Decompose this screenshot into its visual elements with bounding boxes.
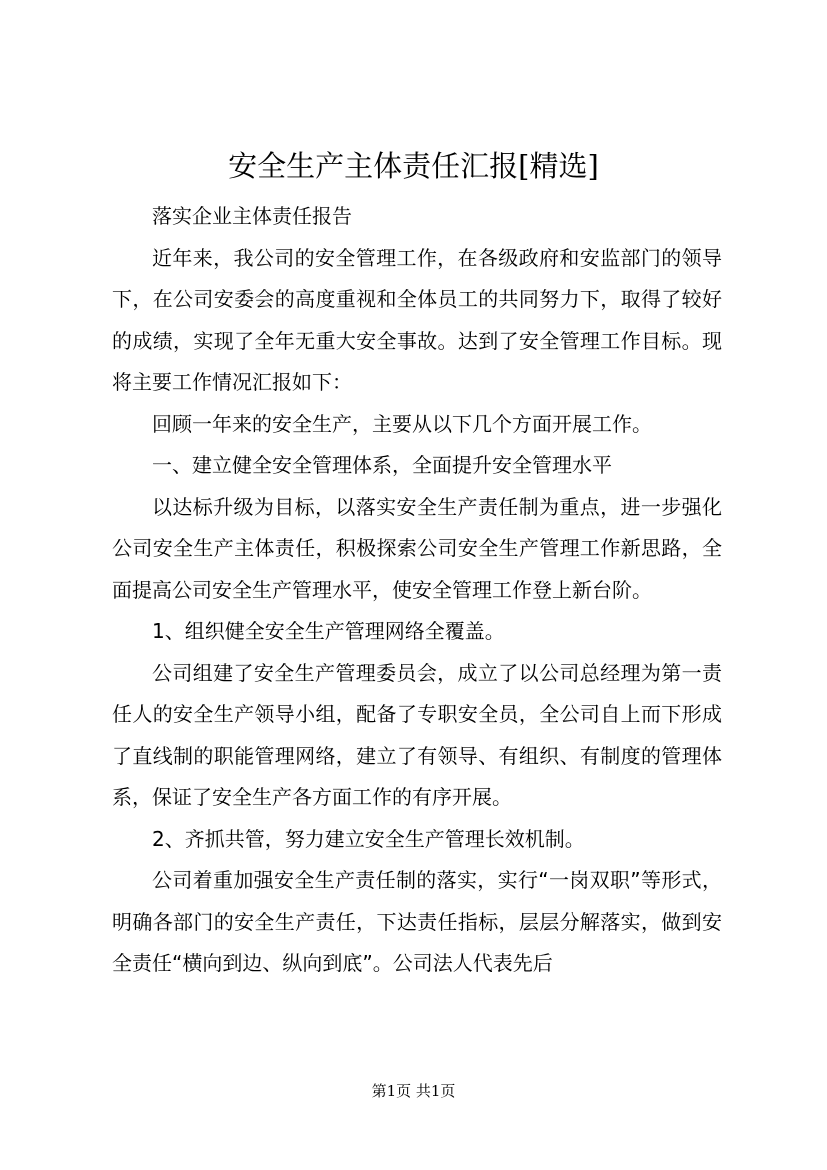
paragraph-section-1: 以达标升级为目标，以落实安全生产责任制为重点，进一步强化公司安全生产主体责任，积极探索公司安全生产管理工作新思路，全面提高公司安全生产管理水平，使安全管理工作登上新台阶。 [112, 494, 722, 602]
document-body [112, 196, 722, 985]
paragraph-subsection-1: 公司组建了安全生产管理委员会，成立了以公司总经理为第一责任人的安全生产领导小组，配备了专职安全员，全公司自上而下形成了直线制的职能管理网络，建立了有领导、有组织、有制度的管理体系，保证了安全生产各方面工作的有序开展。 [112, 660, 722, 809]
document-title: 安全生产主体责任汇报[精选] [228, 149, 599, 183]
paragraph-report-heading: 落实企业主体责任报告 [152, 204, 352, 228]
section-heading-1: 一、建立健全安全管理体系，全面提升安全管理水平 [152, 453, 612, 477]
paragraph-intro: 近年来，我公司的安全管理工作，在各级政府和安监部门的领导下，在公司安委会的高度重视和全体员工的共同努力下，取得了较好的成绩，实现了全年无重大安全事故。达到了安全管理工作目标。现将主要工作情况汇报如下： [112, 245, 722, 394]
subsection-heading-2: 2、齐抓共管，努力建立安全生产管理长效机制。 [152, 826, 585, 851]
paragraph-subsection-2: 公司着重加强安全生产责任制的落实，实行“一岗双职”等形式，明确各部门的安全生产责任，下达责任指标，层层分解落实，做到安全责任“横向到边、纵向到底”。公司法人代表先后 [112, 868, 722, 975]
subsection-heading-1: 1、组织健全安全生产管理网络全覆盖。 [152, 619, 505, 643]
paragraph-review: 回顾一年来的安全生产，主要从以下几个方面开展工作。 [152, 411, 652, 436]
page-footer: 第1页 共1页 [371, 1082, 456, 1100]
